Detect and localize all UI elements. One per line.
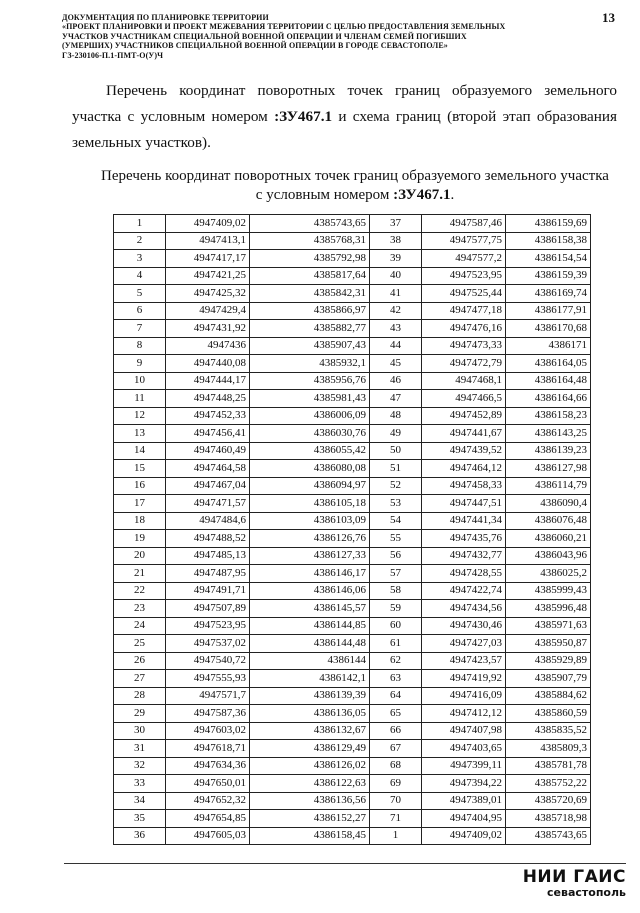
table-row	[114, 757, 591, 775]
table-row	[114, 267, 591, 285]
point-number: 48	[370, 407, 422, 425]
x-coordinate: 4947441,34	[422, 512, 506, 530]
table-row	[114, 302, 591, 320]
y-coordinate: 4386159,39	[506, 267, 591, 285]
y-coordinate: 4386164,48	[506, 372, 591, 390]
y-coordinate: 4385860,59	[506, 705, 591, 723]
x-coordinate: 4947422,74	[422, 582, 506, 600]
y-coordinate: 4385817,64	[250, 267, 370, 285]
point-number: 60	[370, 617, 422, 635]
x-coordinate: 4947432,77	[422, 547, 506, 565]
point-number: 25	[114, 635, 166, 653]
x-coordinate: 4947507,89	[166, 600, 250, 618]
x-coordinate: 4947439,52	[422, 442, 506, 460]
point-number: 35	[114, 810, 166, 828]
y-coordinate: 4386126,02	[250, 757, 370, 775]
x-coordinate: 4947571,7	[166, 687, 250, 705]
y-coordinate: 4386025,2	[506, 565, 591, 583]
caption-end: .	[450, 187, 455, 203]
y-coordinate: 4386143,25	[506, 425, 591, 443]
point-number: 69	[370, 775, 422, 793]
point-number: 19	[114, 530, 166, 548]
x-coordinate: 4947460,49	[166, 442, 250, 460]
point-number: 59	[370, 600, 422, 618]
x-coordinate: 4947484,6	[166, 512, 250, 530]
y-coordinate: 4386132,67	[250, 722, 370, 740]
y-coordinate: 4385981,43	[250, 390, 370, 408]
x-coordinate: 4947464,12	[422, 460, 506, 478]
x-coordinate: 4947409,02	[166, 215, 250, 233]
point-number: 63	[370, 670, 422, 688]
point-number: 42	[370, 302, 422, 320]
x-coordinate: 4947473,33	[422, 337, 506, 355]
y-coordinate: 4385781,78	[506, 757, 591, 775]
x-coordinate: 4947404,95	[422, 810, 506, 828]
point-number: 58	[370, 582, 422, 600]
point-number: 56	[370, 547, 422, 565]
table-caption	[100, 167, 610, 205]
y-coordinate: 4386090,4	[506, 495, 591, 513]
y-coordinate: 4385971,63	[506, 617, 591, 635]
x-coordinate: 4947468,1	[422, 372, 506, 390]
header-line: (УМЕРШИХ) УЧАСТНИКОВ СПЕЦИАЛЬНОЙ ВОЕННОЙ ОПЕРАЦИИ В ГОРОДЕ СЕВАСТОПОЛЕ»	[62, 41, 448, 51]
y-coordinate: 4386094,97	[250, 477, 370, 495]
y-coordinate: 4385999,43	[506, 582, 591, 600]
point-number: 53	[370, 495, 422, 513]
point-number: 57	[370, 565, 422, 583]
x-coordinate: 4947540,72	[166, 652, 250, 670]
x-coordinate: 4947413,1	[166, 232, 250, 250]
point-number: 20	[114, 547, 166, 565]
intro-paragraph	[72, 78, 617, 156]
x-coordinate: 4947412,12	[422, 705, 506, 723]
y-coordinate: 4386139,39	[250, 687, 370, 705]
x-coordinate: 4947605,03	[166, 827, 250, 845]
x-coordinate: 4947440,08	[166, 355, 250, 373]
table-row	[114, 722, 591, 740]
x-coordinate: 4947577,75	[422, 232, 506, 250]
point-number: 14	[114, 442, 166, 460]
x-coordinate: 4947452,89	[422, 407, 506, 425]
x-coordinate: 4947587,46	[422, 215, 506, 233]
y-coordinate: 4386105,18	[250, 495, 370, 513]
point-number: 1	[114, 215, 166, 233]
point-number: 4	[114, 267, 166, 285]
point-number: 45	[370, 355, 422, 373]
x-coordinate: 4947399,11	[422, 757, 506, 775]
x-coordinate: 4947431,92	[166, 320, 250, 338]
y-coordinate: 4385842,31	[250, 285, 370, 303]
header-line: ДОКУМЕНТАЦИЯ ПО ПЛАНИРОВКЕ ТЕРРИТОРИИ	[62, 13, 269, 22]
point-number: 9	[114, 355, 166, 373]
y-coordinate: 4386170,68	[506, 320, 591, 338]
x-coordinate: 4947523,95	[422, 267, 506, 285]
point-number: 44	[370, 337, 422, 355]
y-coordinate: 4386126,76	[250, 530, 370, 548]
x-coordinate: 4947466,5	[422, 390, 506, 408]
table-row	[114, 792, 591, 810]
y-coordinate: 4386122,63	[250, 775, 370, 793]
table-row	[114, 530, 591, 548]
y-coordinate: 4386159,69	[506, 215, 591, 233]
table-row	[114, 652, 591, 670]
point-number: 30	[114, 722, 166, 740]
y-coordinate: 4386145,57	[250, 600, 370, 618]
point-number: 50	[370, 442, 422, 460]
caption-parcel-number: :ЗУ467.1	[393, 187, 451, 203]
point-number: 37	[370, 215, 422, 233]
point-number: 33	[114, 775, 166, 793]
y-coordinate: 4385743,65	[250, 215, 370, 233]
table-row	[114, 355, 591, 373]
y-coordinate: 4386171	[506, 337, 591, 355]
x-coordinate: 4947441,67	[422, 425, 506, 443]
x-coordinate: 4947419,92	[422, 670, 506, 688]
point-number: 43	[370, 320, 422, 338]
y-coordinate: 4385809,3	[506, 740, 591, 758]
y-coordinate: 4386127,98	[506, 460, 591, 478]
x-coordinate: 4947525,44	[422, 285, 506, 303]
point-number: 16	[114, 477, 166, 495]
y-coordinate: 4386127,33	[250, 547, 370, 565]
point-number: 18	[114, 512, 166, 530]
x-coordinate: 4947491,71	[166, 582, 250, 600]
point-number: 54	[370, 512, 422, 530]
point-number: 65	[370, 705, 422, 723]
x-coordinate: 4947416,09	[422, 687, 506, 705]
intro-text-end: и схема границ (второй этап образования земельных участков).	[72, 108, 617, 151]
point-number: 8	[114, 337, 166, 355]
x-coordinate: 4947452,33	[166, 407, 250, 425]
x-coordinate: 4947417,17	[166, 250, 250, 268]
header-line: УЧАСТКОВ УЧАСТНИКАМ СПЕЦИАЛЬНОЙ ВОЕННОЙ ОПЕРАЦИИ И ЧЛЕНАМ СЕМЕЙ ПОГИБШИХ	[62, 31, 467, 41]
point-number: 39	[370, 250, 422, 268]
x-coordinate: 4947428,55	[422, 565, 506, 583]
x-coordinate: 4947447,51	[422, 495, 506, 513]
point-number: 3	[114, 250, 166, 268]
y-coordinate: 4385932,1	[250, 355, 370, 373]
table-row	[114, 740, 591, 758]
y-coordinate: 4386055,42	[250, 442, 370, 460]
point-number: 24	[114, 617, 166, 635]
table-row	[114, 810, 591, 828]
table-row	[114, 705, 591, 723]
point-number: 49	[370, 425, 422, 443]
y-coordinate: 4385743,65	[506, 827, 591, 845]
table-row	[114, 512, 591, 530]
point-number: 66	[370, 722, 422, 740]
x-coordinate: 4947487,95	[166, 565, 250, 583]
point-number: 34	[114, 792, 166, 810]
table-row	[114, 425, 591, 443]
x-coordinate: 4947476,16	[422, 320, 506, 338]
table-row	[114, 250, 591, 268]
x-coordinate: 4947429,4	[166, 302, 250, 320]
x-coordinate: 4947423,57	[422, 652, 506, 670]
table-row	[114, 600, 591, 618]
caption-text: Перечень координат поворотных точек границ образуемого земельного участка с условным номером	[101, 168, 609, 203]
x-coordinate: 4947477,18	[422, 302, 506, 320]
y-coordinate: 4386164,66	[506, 390, 591, 408]
x-coordinate: 4947467,04	[166, 477, 250, 495]
point-number: 5	[114, 285, 166, 303]
x-coordinate: 4947537,02	[166, 635, 250, 653]
y-coordinate: 4386139,23	[506, 442, 591, 460]
point-number: 29	[114, 705, 166, 723]
y-coordinate: 4386114,79	[506, 477, 591, 495]
table-row	[114, 215, 591, 233]
point-number: 17	[114, 495, 166, 513]
point-number: 12	[114, 407, 166, 425]
table-row	[114, 635, 591, 653]
x-coordinate: 4947577,2	[422, 250, 506, 268]
x-coordinate: 4947436	[166, 337, 250, 355]
point-number: 38	[370, 232, 422, 250]
y-coordinate: 4386158,45	[250, 827, 370, 845]
y-coordinate: 4386129,49	[250, 740, 370, 758]
y-coordinate: 4386144,85	[250, 617, 370, 635]
y-coordinate: 4386154,54	[506, 250, 591, 268]
x-coordinate: 4947488,52	[166, 530, 250, 548]
intro-parcel-number: :ЗУ467.1	[274, 108, 333, 125]
table-row	[114, 547, 591, 565]
x-coordinate: 4947430,46	[422, 617, 506, 635]
y-coordinate: 4385792,98	[250, 250, 370, 268]
point-number: 41	[370, 285, 422, 303]
point-number: 67	[370, 740, 422, 758]
coordinates-table	[113, 214, 591, 845]
x-coordinate: 4947444,17	[166, 372, 250, 390]
point-number: 52	[370, 477, 422, 495]
y-coordinate: 4386146,06	[250, 582, 370, 600]
x-coordinate: 4947435,76	[422, 530, 506, 548]
x-coordinate: 4947389,01	[422, 792, 506, 810]
x-coordinate: 4947618,71	[166, 740, 250, 758]
company-logo	[523, 868, 626, 899]
y-coordinate: 4386080,08	[250, 460, 370, 478]
document-header	[62, 13, 572, 60]
x-coordinate: 4947485,13	[166, 547, 250, 565]
y-coordinate: 4385835,52	[506, 722, 591, 740]
y-coordinate: 4386030,76	[250, 425, 370, 443]
table-row	[114, 477, 591, 495]
point-number: 21	[114, 565, 166, 583]
y-coordinate: 4386177,91	[506, 302, 591, 320]
y-coordinate: 4385768,31	[250, 232, 370, 250]
table-row	[114, 687, 591, 705]
point-number: 11	[114, 390, 166, 408]
y-coordinate: 4386103,09	[250, 512, 370, 530]
y-coordinate: 4385996,48	[506, 600, 591, 618]
y-coordinate: 4386164,05	[506, 355, 591, 373]
point-number: 26	[114, 652, 166, 670]
y-coordinate: 4386076,48	[506, 512, 591, 530]
x-coordinate: 4947458,33	[422, 477, 506, 495]
table-row	[114, 442, 591, 460]
y-coordinate: 4386136,56	[250, 792, 370, 810]
point-number: 10	[114, 372, 166, 390]
point-number: 46	[370, 372, 422, 390]
table-row	[114, 582, 591, 600]
point-number: 55	[370, 530, 422, 548]
x-coordinate: 4947650,01	[166, 775, 250, 793]
point-number: 2	[114, 232, 166, 250]
x-coordinate: 4947464,58	[166, 460, 250, 478]
table-row	[114, 372, 591, 390]
point-number: 61	[370, 635, 422, 653]
y-coordinate: 4385907,43	[250, 337, 370, 355]
point-number: 36	[114, 827, 166, 845]
y-coordinate: 4386144	[250, 652, 370, 670]
table-row	[114, 407, 591, 425]
x-coordinate: 4947652,32	[166, 792, 250, 810]
y-coordinate: 4386142,1	[250, 670, 370, 688]
y-coordinate: 4385718,98	[506, 810, 591, 828]
x-coordinate: 4947409,02	[422, 827, 506, 845]
table-row	[114, 670, 591, 688]
point-number: 23	[114, 600, 166, 618]
header-line: «ПРОЕКТ ПЛАНИРОВКИ И ПРОЕКТ МЕЖЕВАНИЯ ТЕРРИТОРИИ С ЦЕЛЬЮ ПРЕДОСТАВЛЕНИЯ ЗЕМЕЛЬНЫХ	[62, 22, 506, 32]
point-number: 62	[370, 652, 422, 670]
footer-divider	[64, 863, 626, 864]
point-number: 51	[370, 460, 422, 478]
x-coordinate: 4947448,25	[166, 390, 250, 408]
y-coordinate: 4385882,77	[250, 320, 370, 338]
x-coordinate: 4947555,93	[166, 670, 250, 688]
y-coordinate: 4385866,97	[250, 302, 370, 320]
table-row	[114, 495, 591, 513]
x-coordinate: 4947587,36	[166, 705, 250, 723]
table-row	[114, 617, 591, 635]
y-coordinate: 4385929,89	[506, 652, 591, 670]
point-number: 15	[114, 460, 166, 478]
x-coordinate: 4947421,25	[166, 267, 250, 285]
x-coordinate: 4947434,56	[422, 600, 506, 618]
x-coordinate: 4947407,98	[422, 722, 506, 740]
table-row	[114, 827, 591, 845]
table-row	[114, 460, 591, 478]
x-coordinate: 4947456,41	[166, 425, 250, 443]
point-number: 40	[370, 267, 422, 285]
logo-sub-text: севастополь	[547, 886, 626, 899]
point-number: 71	[370, 810, 422, 828]
y-coordinate: 4386006,09	[250, 407, 370, 425]
x-coordinate: 4947471,57	[166, 495, 250, 513]
point-number: 22	[114, 582, 166, 600]
header-line: ГЗ-230106-П.1-ПМТ-О(У)Ч	[62, 50, 164, 60]
point-number: 47	[370, 390, 422, 408]
y-coordinate: 4385950,87	[506, 635, 591, 653]
table-row	[114, 337, 591, 355]
y-coordinate: 4386158,23	[506, 407, 591, 425]
table-row	[114, 320, 591, 338]
point-number: 68	[370, 757, 422, 775]
y-coordinate: 4386144,48	[250, 635, 370, 653]
x-coordinate: 4947394,22	[422, 775, 506, 793]
x-coordinate: 4947472,79	[422, 355, 506, 373]
x-coordinate: 4947403,65	[422, 740, 506, 758]
point-number: 13	[114, 425, 166, 443]
y-coordinate: 4385907,79	[506, 670, 591, 688]
y-coordinate: 4386146,17	[250, 565, 370, 583]
y-coordinate: 4385956,76	[250, 372, 370, 390]
point-number: 7	[114, 320, 166, 338]
x-coordinate: 4947654,85	[166, 810, 250, 828]
x-coordinate: 4947603,02	[166, 722, 250, 740]
intro-text: Перечень координат поворотных точек границ образуемого земельного участка с условным номером	[72, 82, 617, 125]
point-number: 70	[370, 792, 422, 810]
x-coordinate: 4947634,36	[166, 757, 250, 775]
point-number: 32	[114, 757, 166, 775]
page-number: 13	[602, 10, 615, 25]
point-number: 28	[114, 687, 166, 705]
point-number: 64	[370, 687, 422, 705]
table-row	[114, 285, 591, 303]
y-coordinate: 4386169,74	[506, 285, 591, 303]
logo-main-text: НИИ ГАИС	[522, 867, 626, 887]
y-coordinate: 4386136,05	[250, 705, 370, 723]
point-number: 1	[370, 827, 422, 845]
y-coordinate: 4386152,27	[250, 810, 370, 828]
point-number: 31	[114, 740, 166, 758]
y-coordinate: 4386060,21	[506, 530, 591, 548]
x-coordinate: 4947523,95	[166, 617, 250, 635]
y-coordinate: 4385884,62	[506, 687, 591, 705]
table-row	[114, 390, 591, 408]
table-row	[114, 565, 591, 583]
y-coordinate: 4386158,38	[506, 232, 591, 250]
table-row	[114, 775, 591, 793]
y-coordinate: 4386043,96	[506, 547, 591, 565]
y-coordinate: 4385752,22	[506, 775, 591, 793]
x-coordinate: 4947427,03	[422, 635, 506, 653]
y-coordinate: 4385720,69	[506, 792, 591, 810]
x-coordinate: 4947425,32	[166, 285, 250, 303]
table-row	[114, 232, 591, 250]
point-number: 6	[114, 302, 166, 320]
point-number: 27	[114, 670, 166, 688]
